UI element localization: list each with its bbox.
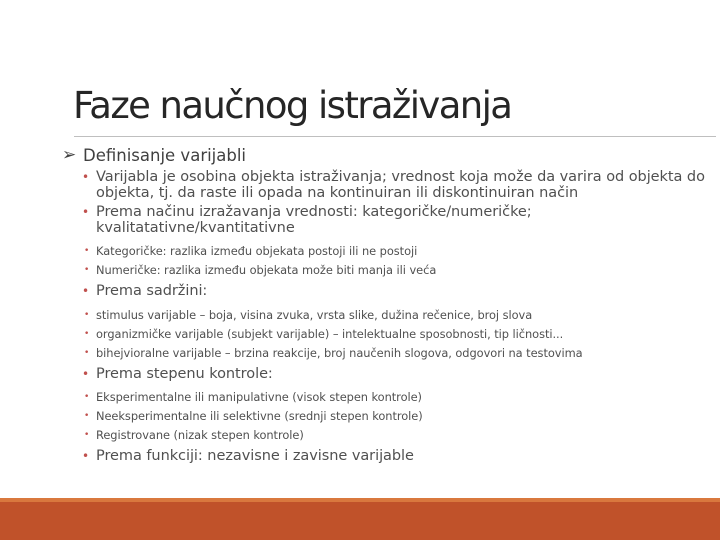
- sub-bullet-text: Prema funkciji: nezavisne i zavisne varijable: [96, 448, 414, 464]
- sub-bullet-nacin-izrazavanja: [62, 205, 712, 236]
- footer-highlight-line: [0, 498, 720, 502]
- slide-content: [62, 145, 712, 465]
- dot-bullet-icon: •: [84, 411, 90, 421]
- list-item: [62, 407, 712, 426]
- arrow-bullet-icon: ➢: [62, 145, 77, 165]
- bullet-text: Definisanje varijabli: [83, 146, 247, 165]
- sub-bullet-text: Prema načinu izražavanja vrednosti: kategoričke/numeričke; kvalitatativne/kvantitativne: [96, 204, 532, 236]
- dot-bullet-icon: •: [84, 246, 90, 256]
- dot-bullet-icon: •: [82, 205, 90, 219]
- list-item-text: Eksperimentalne ili manipulativne (visok stepen kontrole): [96, 390, 422, 404]
- list-item-text: Registrovane (nizak stepen kontrole): [96, 428, 304, 442]
- dot-bullet-icon: •: [82, 449, 90, 463]
- sub-bullet-text: Prema stepenu kontrole:: [96, 365, 273, 382]
- list-item: [62, 306, 712, 325]
- list-item-text: stimulus varijable – boja, visina zvuka, vrsta slike, dužina rečenice, broj slova: [96, 307, 533, 322]
- list-item: [62, 388, 712, 407]
- list-item: [62, 242, 712, 261]
- dot-bullet-icon: •: [84, 392, 90, 402]
- dot-bullet-icon: •: [84, 265, 90, 275]
- dot-bullet-icon: •: [82, 170, 90, 184]
- list-item-text: Kategoričke: razlika između objekata postoji ili ne postoji: [96, 244, 418, 258]
- title-divider: [74, 136, 716, 137]
- dot-bullet-icon: •: [84, 309, 90, 320]
- dot-bullet-icon: •: [84, 328, 90, 339]
- footer-bar: [0, 498, 720, 540]
- list-item: [62, 261, 712, 280]
- sub-bullet-definicija: [62, 170, 712, 201]
- dot-bullet-icon: •: [82, 284, 90, 298]
- list-item: [62, 325, 712, 344]
- dot-bullet-icon: •: [82, 366, 90, 381]
- bullet-definisanje-varijabli: [62, 145, 712, 166]
- slide-title: Faze naučnog istraživanja: [73, 84, 512, 127]
- dot-bullet-icon: •: [84, 430, 90, 440]
- sub-bullet-sadrzina: [62, 284, 712, 300]
- list-item-text: bihejvioralne varijable – brzina reakcije, broj naučenih slogova, odgovori na testovima: [96, 345, 583, 360]
- list-item-text: Numeričke: razlika između objekata može biti manja ili veća: [96, 263, 437, 277]
- list-item: [62, 344, 712, 363]
- list-item-text: Neeksperimentalne ili selektivne (srednji stepen kontrole): [96, 409, 423, 423]
- sub-bullet-stepen-kontrole: [62, 367, 712, 383]
- sub-bullet-text: Varijabla je osobina objekta istraživanja; vrednost koja može da varira od objekta do objekta, tj. da raste ili opada na kontinuiran ili diskontinuiran način: [96, 169, 705, 201]
- sub-bullet-text: Prema sadržini:: [96, 283, 208, 299]
- dot-bullet-icon: •: [84, 347, 90, 358]
- list-item-text: organizmičke varijable (subjekt varijable) – intelektualne sposobnosti, tip ličnosti...: [96, 326, 564, 341]
- list-item: [62, 426, 712, 445]
- sub-bullet-funkcija: [62, 449, 712, 465]
